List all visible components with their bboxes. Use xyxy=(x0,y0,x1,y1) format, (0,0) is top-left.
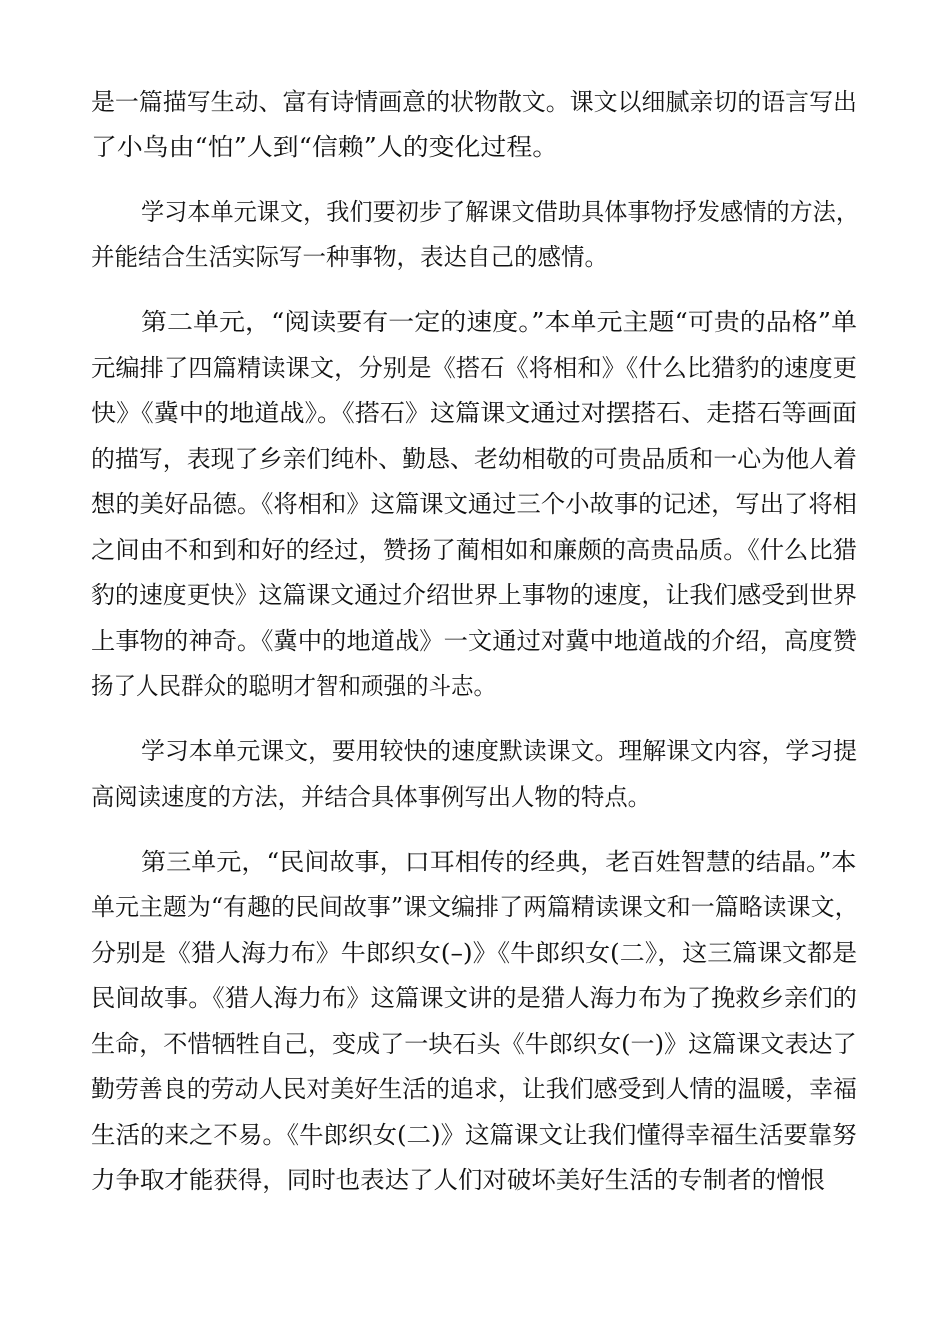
text-line: 单元主题为“有趣的民间故事”课文编排了两篇精读课文和一篇略读课文， xyxy=(91,893,859,921)
text-line: 上事物的神奇。《冀中的地道战》一文通过对冀中地道战的介绍，高度赞 xyxy=(91,627,857,655)
text-line: 元编排了四篇精读课文，分别是《搭石《将相和》《什么比猎豹的速度更 xyxy=(91,354,857,382)
text-line: 是一篇描写生动、富有诗情画意的状物散文。课文以细腻亲切的语言写出 xyxy=(91,88,857,116)
text-line: 的描写，表现了乡亲们纯朴、勤恳、老幼相敬的可贵品质和一心为他人着 xyxy=(91,445,857,473)
text-line: 豹的速度更快》这篇课文通过介绍世界上事物的速度，让我们感受到世界 xyxy=(91,581,857,609)
text-line: 生活的来之不易。《牛郎织女(二)》这篇课文让我们懂得幸福生活要靠努 xyxy=(91,1121,857,1149)
text-line: 快》《冀中的地道战》。《搭石》这篇课文通过对摆搭石、走搭石等画面 xyxy=(91,399,857,427)
text-line: 力争取才能获得，同时也表达了人们对破坏美好生活的专制者的憎恨 xyxy=(91,1166,825,1194)
text-line: 学习本单元课文，要用较快的速度默读课文。理解课文内容，学习提 xyxy=(141,737,857,765)
text-line: 勤劳善良的劳动人民对美好生活的追求，让我们感受到人情的温暖，幸福 xyxy=(91,1075,857,1103)
text-line: 高阅读速度的方法，并结合具体事例写出人物的特点。 xyxy=(91,783,651,811)
text-line: 学习本单元课文，我们要初步了解课文借助具体事物抒发感情的方法， xyxy=(141,198,859,226)
text-line: 想的美好品德。《将相和》这篇课文通过三个小故事的记述，写出了将相 xyxy=(91,490,857,518)
text-line: 第二单元，“阅读要有一定的速度。”本单元主题“可贵的品格”单 xyxy=(141,308,858,336)
text-line: 之间由不和到和好的经过，赞扬了蔺相如和廉颇的高贵品质。《什么比猎 xyxy=(91,536,857,564)
text-line: 生命，不惜牺牲自己，变成了一块石头《牛郎织女(一)》这篇课文表达了 xyxy=(91,1030,857,1058)
text-line: 分别是《猎人海力布》牛郎织女(–)》《牛郎织女(二》，这三篇课文都是 xyxy=(91,939,858,967)
text-line: 民间故事。《猎人海力布》这篇课文讲的是猎人海力布为了挽救乡亲们的 xyxy=(91,984,857,1012)
text-line: 第三单元，“民间故事，口耳相传的经典，老百姓智慧的结晶。”本 xyxy=(141,848,857,876)
text-line: 扬了人民群众的聪明才智和顽强的斗志。 xyxy=(91,672,496,700)
text-line: 并能结合生活实际写一种事物，表达自己的感情。 xyxy=(91,243,608,271)
text-line: 了小鸟由“怕”人到“信赖”人的变化过程。 xyxy=(91,133,559,161)
